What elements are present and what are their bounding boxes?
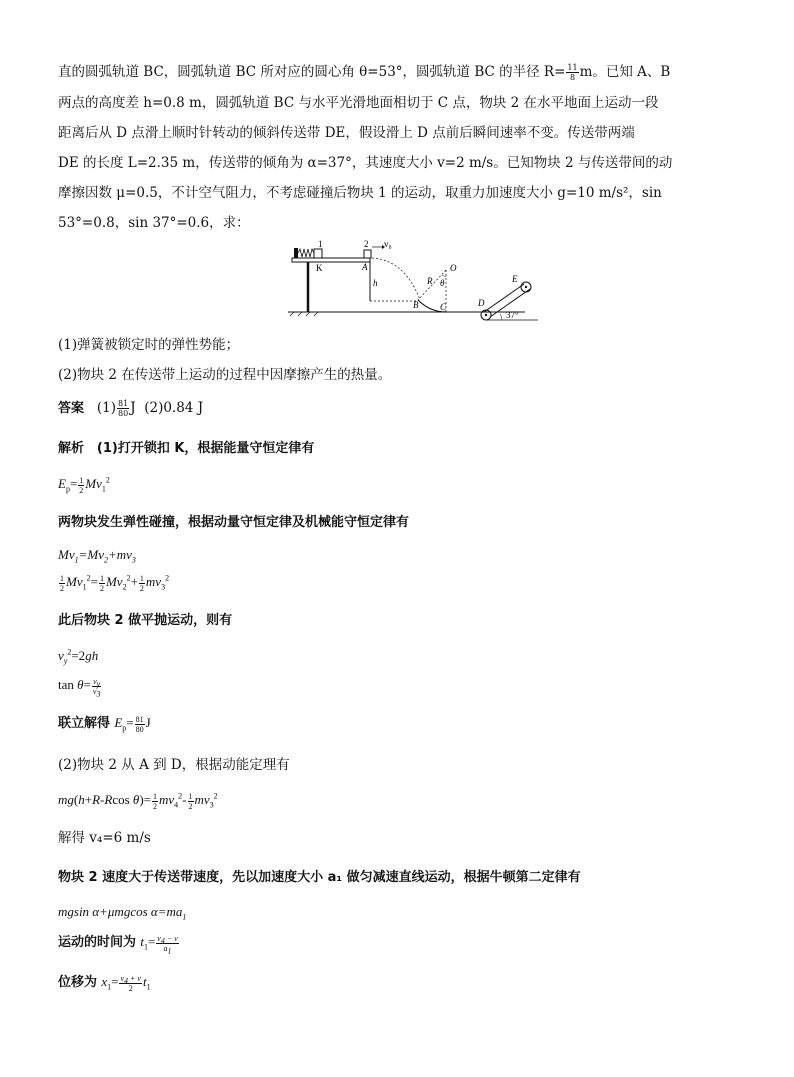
solution-line-2: 两物块发生弹性碰撞，根据动量守恒定律及机械能守恒定律有 (58, 515, 410, 530)
formula-f8: mgsin α+μmgcos $\alpha=ma_1$ (58, 904, 187, 922)
formula-f7: mg(h+R-Rcos θ)= $\frac{1}{2}$ $mv_4^2-$ $\frac{1}{2}$ $mv_3^2$ (58, 791, 218, 811)
label-K: K (316, 263, 323, 273)
solution-line-4: 联立解得 $E_p=$ $\frac{81}{80}$ J (58, 714, 151, 734)
formula-f2: $Mv_1=Mv_2+mv_3$ (58, 547, 136, 565)
question-1: (1)弹簧被锁定时的弹性势能； (58, 337, 240, 353)
physics-diagram (280, 238, 540, 330)
label-O: O (450, 263, 457, 273)
problem-line-3: 距离后从 D 点滑上顺时针转动的倾斜传送带 DE，假设滑上 D 点前后瞬间速率不变。传送带两端 (58, 125, 635, 141)
label-angle-37: 37° (506, 310, 519, 320)
formula-f1: $E_p=$ $\frac{1}{2}$ $Mv_1^2$ (58, 475, 110, 495)
formula-f4: $v_y^2=2gh$ (58, 647, 99, 666)
formula-f5: tan θ= $\frac{v_y}{v_3}$ (58, 676, 101, 699)
label-block-2: 2 (364, 239, 369, 249)
label-R: R (427, 276, 433, 286)
solution-line-3: 此后物块 2 做平抛运动，则有 (58, 613, 233, 628)
solution-line-5: (2)物块 2 从 A 到 D，根据动能定理有 (58, 757, 290, 773)
answer-line: 答案 (1) $\frac{81}{80}$ J (2)0.84 J (58, 399, 204, 418)
solution-line-6: 解得 v₄=6 m/s (58, 830, 151, 846)
label-E: E (512, 274, 518, 284)
label-v0: v₀ (384, 239, 392, 249)
problem-line-4: DE 的长度 L=2.35 m，传送带的倾角为 α=37°，其速度大小 v=2 m/s。已知物块 2 与传送带间的动 (58, 155, 673, 171)
solution-line-9: 位移为 $x_1=$ $\frac{v_4 + v}{2}$ $t_1$ (58, 973, 151, 993)
problem-line-1: 直的圆弧轨道 BC，圆弧轨道 BC 所对应的圆心角 θ=53°，圆弧轨道 BC 的半径 R= $\frac{11}{8}$ m。已知 A、B (58, 63, 671, 82)
formula-f3: $\frac{1}{2}$ $Mv_1^2=$ $\frac{1}{2}$ $Mv_2^2+$ $\frac{1}{2}$ $mv_3^2$ (60, 573, 170, 593)
label-B: B (413, 300, 419, 310)
solution-line-7: 物块 2 速度大于传送带速度，先以加速度大小 a₁ 做匀减速直线运动，根据牛顿第二定律有 (58, 870, 581, 885)
problem-line-2: 两点的高度差 h=0.8 m，圆弧轨道 BC 与水平光滑地面相切于 C 点，物块 2 在水平地面上运动一段 (58, 95, 659, 111)
problem-line-6: 53°=0.8，sin 37°=0.6，求： (58, 215, 250, 231)
problem-line-5: 摩擦因数 μ=0.5，不计空气阻力，不考虑碰撞后物块 1 的运动，取重力加速度大小 g=10 m/s²，sin (58, 185, 662, 201)
solution-line-1: 解析 (1)打开锁扣 K，根据能量守恒定律有 (58, 441, 315, 456)
radius-fraction: $\frac{11}{8}$ (567, 63, 578, 82)
label-block-1: 1 (318, 239, 323, 249)
solution-line-8: 运动的时间为 $t_1=$ $\frac{v_4 - v}{a_1}$ (58, 933, 178, 956)
question-2: (2)物块 2 在传送带上运动的过程中因摩擦产生的热量。 (58, 367, 392, 383)
label-h: h (373, 278, 378, 288)
label-D: D (478, 298, 485, 308)
label-C: C (440, 302, 447, 312)
label-theta: θ (440, 278, 445, 288)
label-A: A (362, 262, 368, 272)
